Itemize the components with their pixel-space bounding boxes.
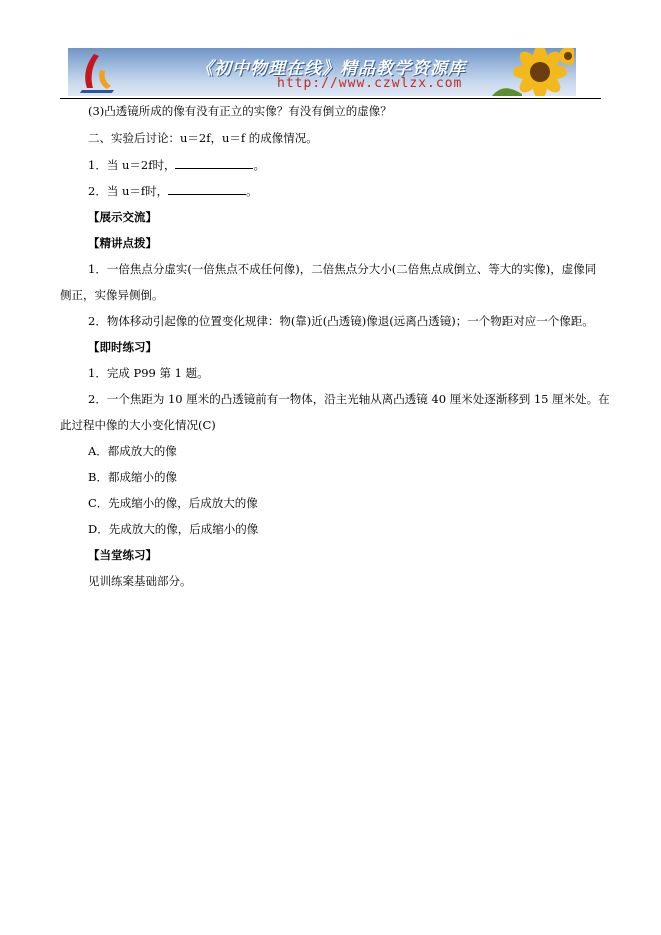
explain-1-line-2: 侧正，实像异侧倒。	[60, 288, 164, 302]
header-rule	[60, 98, 601, 99]
heading-practice: 【即时练习】	[88, 340, 157, 354]
section-heading-2: 二、实验后讨论：u＝2f，u＝f 的成像情况。	[88, 131, 318, 145]
banner-url: http://www.czwlzx.com	[277, 76, 463, 91]
answer-blank	[175, 157, 253, 169]
answer-blank	[168, 183, 246, 195]
item-2-text: 2．当 u＝f时，	[88, 184, 169, 198]
item-1-text: 1．当 u＝2f时，	[88, 158, 176, 172]
option-c: C．先成缩小的像，后成放大的像	[88, 496, 258, 510]
explain-2: 2．物体移动引起像的位置变化规律：物(靠)近(凸透镜)像退(远离凸透镜)；一个物距对应一个像距。	[88, 314, 594, 328]
explain-1-line-1: 1．一倍焦点分虚实(一倍焦点不成任何像)，二倍焦点分大小(二倍焦点成倒立、等大的实像)，虚像同	[88, 262, 597, 276]
heading-explain: 【精讲点拨】	[88, 236, 157, 250]
option-a: A．都成放大的像	[88, 444, 177, 458]
item-2	[88, 183, 258, 198]
class-practice-text: 见训练案基础部分。	[88, 574, 192, 588]
option-d: D．先成放大的像，后成缩小的像	[88, 522, 259, 536]
sunflower-icon	[482, 48, 574, 96]
item-2-end: 。	[246, 184, 258, 198]
practice-1: 1．完成 P99 第 1 题。	[88, 366, 209, 380]
banner-title: 《初中物理在线》精品教学资源库	[196, 59, 466, 79]
practice-2-line-2: 此过程中像的大小变化情况(C)	[60, 418, 216, 432]
option-b: B．都成缩小的像	[88, 470, 177, 484]
heading-show: 【展示交流】	[88, 210, 157, 224]
question-3: (3)凸透镜所成的像有没有正立的实像？有没有倒立的虚像？	[88, 104, 392, 118]
header-banner	[68, 48, 576, 96]
logo-icon	[74, 50, 120, 94]
heading-class-practice: 【当堂练习】	[88, 548, 157, 562]
practice-2-line-1: 2．一个焦距为 10 厘米的凸透镜前有一物体，沿主光轴从离凸透镜 40 厘米处逐渐移到 15 厘米处。在	[88, 392, 610, 406]
item-1	[88, 157, 265, 172]
item-1-end: 。	[253, 158, 265, 172]
